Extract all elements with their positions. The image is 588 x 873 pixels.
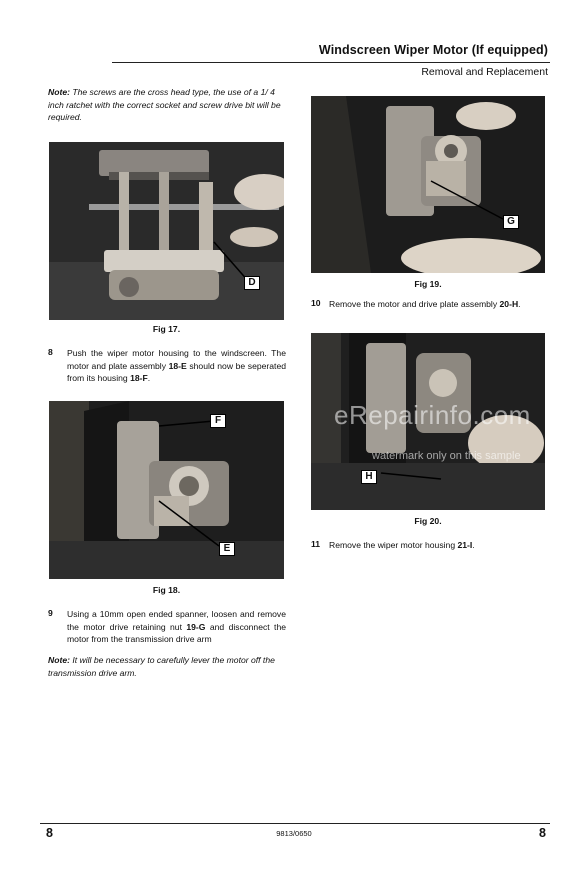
note-label: Note:: [48, 87, 70, 97]
callout-h: H: [361, 470, 377, 484]
step-9-number: 9: [48, 608, 53, 618]
page-subtitle: Removal and Replacement: [421, 66, 548, 78]
note-screws: [48, 86, 288, 124]
footer-doc-code: 9813/0650: [276, 829, 312, 838]
fig19-caption: Fig 19.: [414, 279, 442, 289]
fig17-photo: [49, 142, 284, 320]
ref-19g: 19-G: [186, 621, 206, 632]
callout-f: F: [210, 414, 226, 428]
fig18-caption: Fig 18.: [152, 585, 181, 595]
footer-page-right: 8: [539, 826, 546, 840]
step-11-number: 11: [311, 539, 321, 549]
footer-page-left: 8: [46, 826, 53, 840]
step-10-number: 10: [311, 298, 321, 308]
fig20-caption: Fig 20.: [414, 516, 442, 526]
header-divider: [112, 62, 550, 63]
step-10-text: Remove the motor and drive plate assembly 20-H.: [329, 299, 521, 309]
ref-20h: 20-H: [499, 299, 519, 309]
callout-d: D: [244, 276, 260, 290]
step-11-text: Remove the wiper motor housing 21-I.: [329, 540, 475, 550]
ref-18f: 18-F: [130, 373, 148, 383]
watermark-brand: eRepairinfo.com: [334, 400, 531, 430]
footer-divider: [40, 823, 550, 824]
step-9-text: Using a 10mm open ended spanner, loosen and remove the motor drive retaining nut 19-G and disconnect the motor from the transmission drive arm: [67, 609, 286, 644]
note-text: It will be necessary to carefully lever the motor off the transmission drive arm.: [48, 655, 275, 678]
ref-18e: 18-E: [168, 360, 187, 371]
page-title: Windscreen Wiper Motor (If equipped): [318, 43, 548, 57]
note-text: The screws are the cross head type, the use of a 1/ 4 inch ratchet with the correct socket and screw drive bit will be required.: [48, 87, 281, 122]
ref-21i: 21-I: [457, 540, 473, 550]
fig19-photo: [311, 96, 545, 273]
step-8-text: Push the wiper motor housing to the windscreen. The motor and plate assembly 18-E should now be seperated from its housing 18-F.: [67, 348, 286, 383]
watermark-note: watermark only on this sample: [372, 450, 521, 462]
callout-e: E: [219, 542, 235, 556]
note-label: Note:: [48, 655, 70, 665]
fig18-photo: [49, 401, 284, 579]
callout-g: G: [503, 215, 519, 229]
note-lever: [48, 654, 288, 679]
fig17-caption: Fig 17.: [152, 324, 181, 334]
step-8-number: 8: [48, 347, 53, 357]
